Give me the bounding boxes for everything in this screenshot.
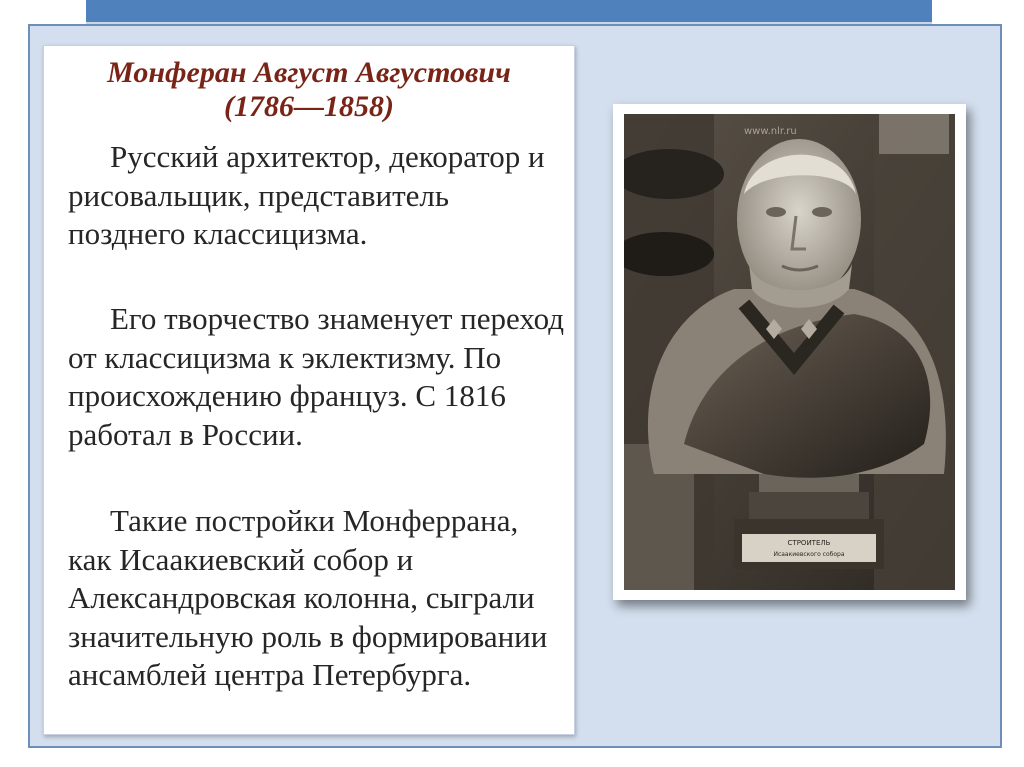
paragraph-buildings: Такие постройки Монферрана, как Исаакиевский собор и Александровская колонна, сыграли значительную роль в формировании ансамблей центра Петербурга.: [68, 503, 548, 692]
plaque-line-2: Исаакиевского собора: [773, 551, 845, 558]
title-years: (1786—1858): [224, 90, 394, 123]
bust-photo: [624, 114, 955, 590]
top-accent-bar: [86, 0, 932, 22]
plaque-line-1: СТРОИТЕЛЬ: [787, 539, 831, 547]
title-name: Монферан Август Августович: [107, 56, 511, 89]
bust-photo-frame: [613, 104, 966, 600]
paragraph-intro: Русский архитектор, декоратор и рисовальщик, представитель позднего классицизма.: [68, 139, 545, 251]
paragraph-style: Его творчество знаменует переход от классицизма к эклектизму. По происхождению француз. С 1816 работал в России.: [68, 301, 565, 452]
photo-watermark: www.nlr.ru: [744, 126, 797, 137]
